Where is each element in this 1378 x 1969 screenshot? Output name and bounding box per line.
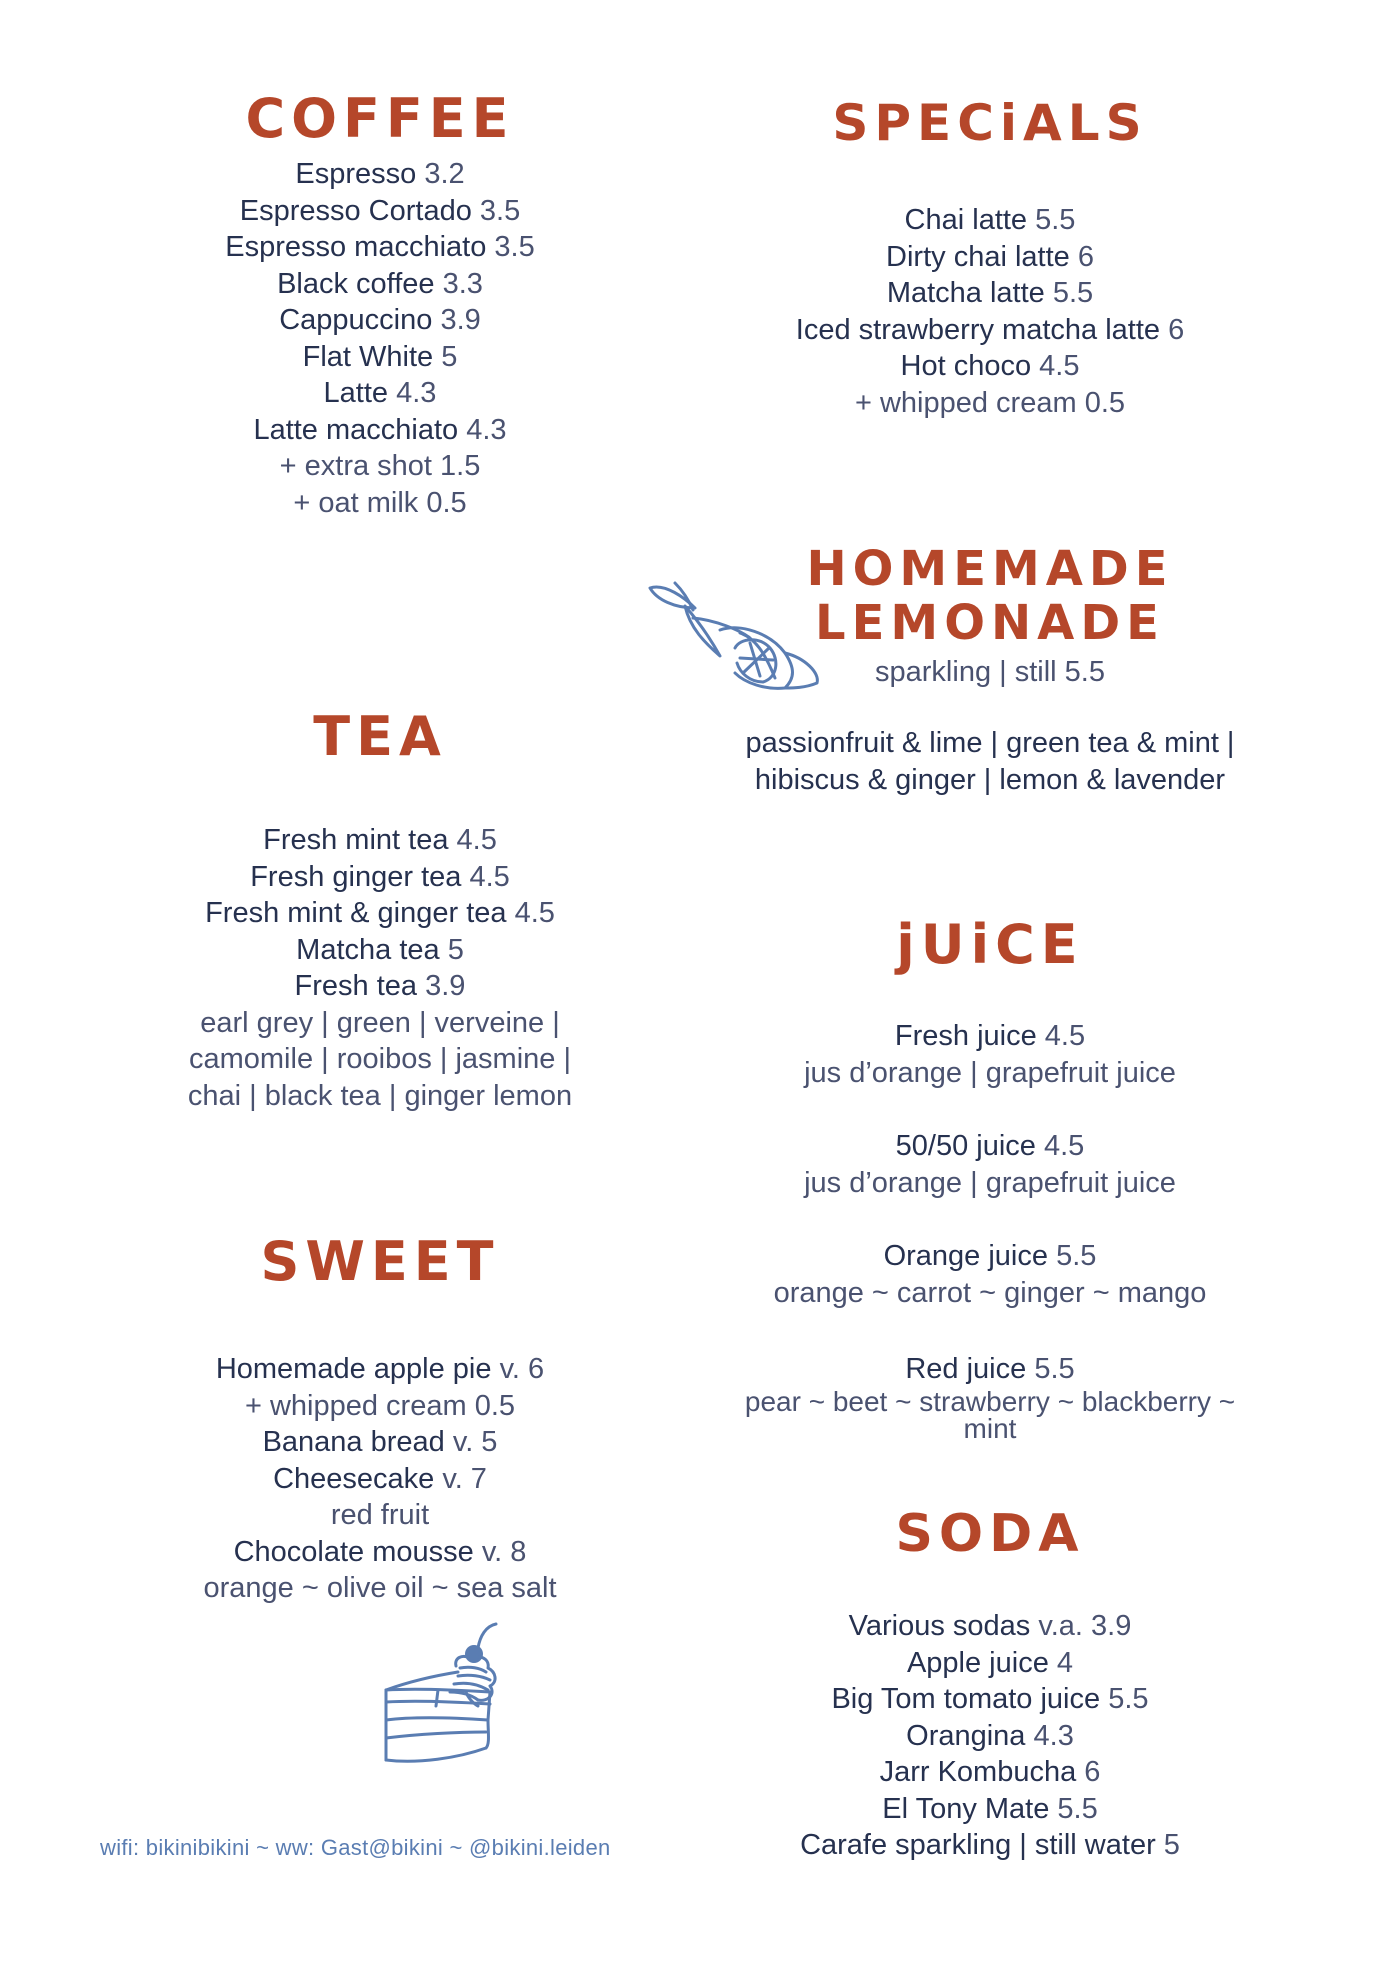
sweet-section <box>120 1230 640 1607</box>
menu-item: Apple juice 4 <box>906 1646 1074 1679</box>
menu-extra: + whipped cream 0.5 <box>854 386 1126 419</box>
menu-item: Dirty chai latte 6 <box>886 240 1094 273</box>
specials-list <box>700 202 1280 421</box>
sweet-heading: SWEET <box>260 1230 500 1293</box>
coffee-heading: COFFEE <box>245 87 515 150</box>
lemonade-heading-block <box>790 542 1190 691</box>
menu-item: Jarr Kombucha 6 <box>879 1756 1101 1788</box>
menu-item: 50/50 juice 4.5 <box>895 1130 1085 1162</box>
menu-extra: + extra shot 1.5 <box>279 450 481 482</box>
menu-item: Black coffee 3.3 <box>277 267 483 300</box>
menu-extra: orange ~ olive oil ~ sea salt <box>203 1572 557 1604</box>
coffee-section <box>120 87 640 521</box>
menu-item: Hot choco 4.5 <box>900 350 1080 382</box>
tea-section <box>120 705 640 1114</box>
lemonade-flavors-line: hibiscus & ginger | lemon & lavender <box>754 763 1226 796</box>
menu-item: Latte macchiato 4.3 <box>253 413 507 446</box>
menu-item: Orangina 4.3 <box>906 1719 1074 1752</box>
menu-item: Fresh tea 3.9 <box>294 970 466 1002</box>
menu-item: Fresh mint tea 4.5 <box>263 824 497 856</box>
cake-slice-icon <box>378 1620 518 1780</box>
juice-group <box>700 1351 1280 1442</box>
menu-item: Homemade apple pie v. 6 <box>215 1353 545 1385</box>
menu-item: Banana bread v. 5 <box>262 1426 498 1458</box>
juice-group <box>700 1128 1280 1201</box>
soda-list <box>700 1608 1280 1864</box>
tea-list <box>120 822 640 1114</box>
menu-item: Matcha tea 5 <box>296 933 464 966</box>
coffee-list <box>120 156 640 521</box>
menu-item: Fresh juice 4.5 <box>894 1020 1086 1052</box>
lemonade-subtitle: sparkling | still 5.5 <box>875 656 1105 688</box>
menu-item: Carafe sparkling | still water 5 <box>800 1829 1180 1861</box>
menu-item: Cheesecake v. 7 <box>273 1462 487 1495</box>
menu-item: Various sodas v.a. 3.9 <box>848 1610 1132 1642</box>
menu-extra: red fruit <box>330 1499 430 1531</box>
menu-item: Espresso macchiato 3.5 <box>225 231 535 263</box>
soda-heading: SODA <box>895 1504 1085 1564</box>
menu-item: Latte 4.3 <box>323 377 437 409</box>
juice-desc: jus d’orange | grapefruit juice <box>804 1056 1176 1089</box>
lemonade-heading-line1: HOMEMADE <box>806 541 1174 597</box>
menu-extra: + whipped cream 0.5 <box>244 1389 516 1422</box>
lemonade-flavors <box>700 725 1280 798</box>
juice-desc: jus d’orange | grapefruit juice <box>804 1166 1176 1199</box>
tea-heading: TEA <box>313 705 447 768</box>
juice-desc: mint <box>963 1412 1017 1444</box>
menu-item: Espresso 3.2 <box>295 158 465 190</box>
juice-list <box>700 1018 1280 1442</box>
menu-item: Flat White 5 <box>302 340 458 373</box>
sweet-list <box>120 1351 640 1607</box>
footer-info: wifi: bikinibikini ~ ww: Gast@bikini ~ @bikini.leiden <box>100 1835 611 1860</box>
menu-item: Big Tom tomato juice 5.5 <box>831 1683 1149 1715</box>
lemonade-heading-line2: LEMONADE <box>815 595 1165 651</box>
specials-section <box>700 94 1280 421</box>
soda-section <box>700 1504 1280 1864</box>
menu-item: Matcha latte 5.5 <box>886 277 1094 309</box>
menu-item: Chai latte 5.5 <box>904 204 1076 236</box>
specials-heading: SPECiALS <box>832 94 1148 152</box>
menu-item: Chocolate mousse v. 8 <box>233 1535 527 1568</box>
juice-section <box>700 913 1280 1444</box>
menu-item: Espresso Cortado 3.5 <box>239 194 521 227</box>
menu-item: Red juice 5.5 <box>905 1353 1075 1385</box>
menu-item: Fresh mint & ginger tea 4.5 <box>205 897 555 929</box>
menu-item: Iced strawberry matcha latte 6 <box>795 313 1185 346</box>
tea-options: earl grey | green | verveine | <box>200 1006 560 1039</box>
menu-item: Orange juice 5.5 <box>883 1240 1097 1272</box>
juice-desc: orange ~ carrot ~ ginger ~ mango <box>773 1276 1207 1309</box>
menu-item: El Tony Mate 5.5 <box>882 1792 1098 1825</box>
tea-options: camomile | rooibos | jasmine | <box>188 1043 571 1075</box>
juice-heading: jUiCE <box>896 913 1084 976</box>
menu-item: Fresh ginger tea 4.5 <box>250 860 510 893</box>
tea-options: chai | black tea | ginger lemon <box>187 1079 573 1112</box>
lemonade-flavors-line: passionfruit & lime | green tea & mint | <box>745 727 1235 759</box>
menu-item: Cappuccino 3.9 <box>279 304 481 336</box>
juice-group <box>700 1018 1280 1091</box>
juice-group <box>700 1238 1280 1311</box>
juice-desc: pear ~ beet ~ strawberry ~ blackberry ~ <box>744 1385 1236 1417</box>
menu-extra: + oat milk 0.5 <box>293 486 467 519</box>
